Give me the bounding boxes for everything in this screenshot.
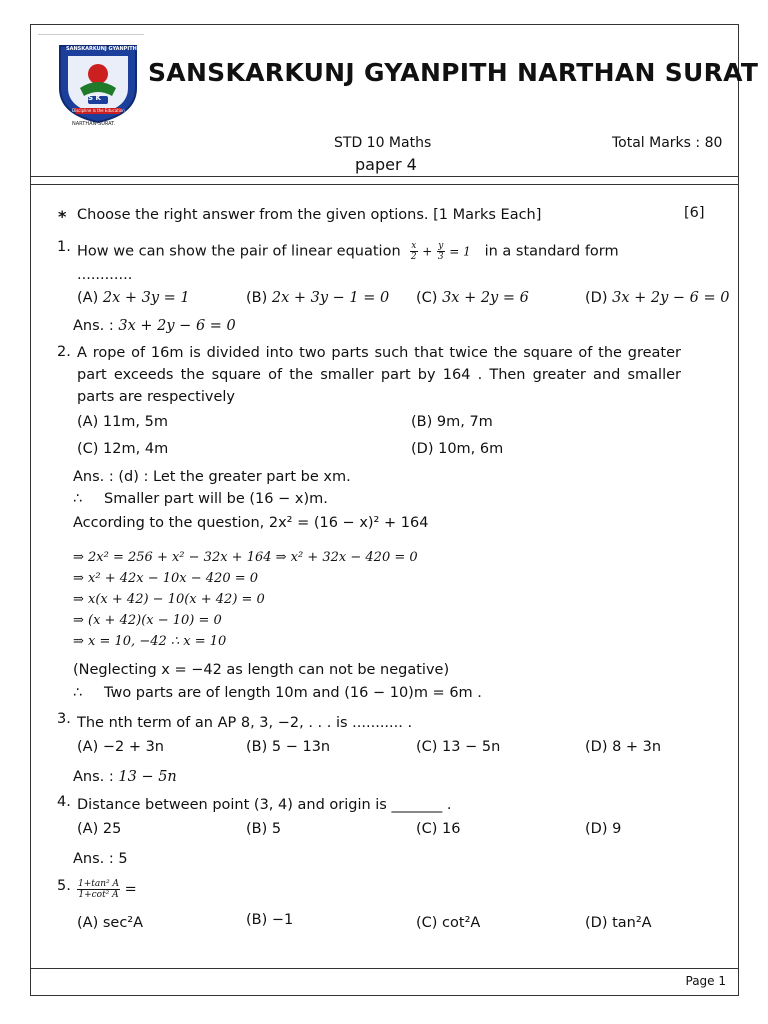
q2-step-4: ⇒ (x + 42)(x − 10) = 0 — [73, 613, 222, 628]
school-logo — [50, 38, 146, 130]
q1-text-b: in a standard form — [484, 243, 619, 260]
q3-option-b: (B) 5 − 13n — [246, 739, 331, 755]
q2-option-a: (A) 11m, 5m — [77, 414, 168, 430]
logo-motto: Discipline is the Education — [72, 108, 125, 113]
q1-option-a: (A) 2x + 3y = 1 — [77, 290, 190, 306]
q2-final: Two parts are of length 10m and (16 − 10)m = 6m . — [104, 685, 482, 701]
section-star-icon: * — [58, 207, 67, 226]
total-marks: Total Marks : 80 — [612, 135, 723, 151]
q1-answer: Ans. : 3x + 2y − 6 = 0 — [73, 318, 236, 334]
q5-fraction: $\frac{\text{1+tan² A}}{\text{1+cot² A}}$ — [78, 879, 120, 900]
q4-option-b: (B) 5 — [246, 821, 282, 837]
q4-option-a: (A) 25 — [77, 821, 122, 837]
q1-eq: = 1 — [449, 244, 471, 259]
q1-option-d: (D) 3x + 2y − 6 = 0 — [585, 290, 730, 306]
q2-neglect-note: (Neglecting x = −42 as length can not be negative) — [73, 662, 450, 678]
q1-text-a: How we can show the pair of linear equation — [77, 243, 401, 260]
q1-option-b: (B) 2x + 3y − 1 = 0 — [246, 290, 390, 306]
q2-answer: Ans. : (d) : Let the greater part be xm. — [73, 469, 351, 485]
q4-number: 4. — [57, 794, 71, 810]
q3-answer: Ans. : 13 − 5n — [73, 769, 177, 785]
q3-number: 3. — [57, 711, 71, 727]
q4-option-c: (C) 16 — [416, 821, 461, 837]
q3-option-a: (A) −2 + 3n — [77, 739, 164, 755]
q2-step-2: ⇒ x² + 42x − 10x − 420 = 0 — [73, 571, 259, 586]
q5-option-c: (C) cot²A — [416, 915, 481, 931]
standard-subject: STD 10 Maths — [334, 135, 432, 151]
page-number: Page 1 — [685, 974, 726, 988]
footer-divider — [30, 968, 739, 969]
logo-place: NARTHAN-SURAT. — [72, 121, 116, 127]
q1-option-c: (C) 3x + 2y = 6 — [416, 290, 529, 306]
section-instruction: Choose the right answer from the given options. [1 Marks Each] — [77, 207, 542, 223]
q2-therefore-icon: ∴ — [73, 491, 83, 507]
section-marks: [6] — [684, 205, 705, 221]
q2-line-1: A rope of 16m is divided into two parts such that twice the square of the greater — [77, 345, 681, 361]
school-name: SANSKARKUNJ GYANPITH NARTHAN SURAT — [148, 58, 759, 87]
q2-option-b: (B) 9m, 7m — [411, 414, 493, 430]
header-divider-lower — [30, 184, 739, 185]
q1-fraction-y: $\frac{y}{3}$ — [437, 241, 444, 262]
q5-option-b: (B) −1 — [246, 912, 294, 928]
q1-dots: ............ — [77, 267, 133, 283]
q2-line-2: part exceeds the square of the smaller part by 164 . Then greater and smaller — [77, 367, 681, 383]
q3-text: The nth term of an AP 8, 3, −2, . . . is ........... . — [77, 715, 413, 731]
q2-option-d: (D) 10m, 6m — [411, 441, 504, 457]
q5-number: 5. — [57, 878, 71, 894]
q2-therefore-icon-2: ∴ — [73, 685, 83, 701]
q3-option-d: (D) 8 + 3n — [585, 739, 662, 755]
q4-text: Distance between point (3, 4) and origin is _______ . — [77, 797, 452, 813]
q1-fraction-x: $\frac{x}{2}$ — [410, 241, 417, 262]
q5-option-d: (D) tan²A — [585, 915, 652, 931]
q2-solution-2: According to the question, 2x² = (16 − x)² + 164 — [73, 515, 429, 531]
q2-solution-1: Smaller part will be (16 − x)m. — [104, 491, 328, 507]
q1-number: 1. — [57, 239, 71, 255]
logo-top-rule — [38, 34, 144, 35]
q5-option-a: (A) sec²A — [77, 915, 144, 931]
q2-step-3: ⇒ x(x + 42) − 10(x + 42) = 0 — [73, 592, 265, 607]
q2-option-c: (C) 12m, 4m — [77, 441, 169, 457]
q4-option-d: (D) 9 — [585, 821, 622, 837]
q3-option-c: (C) 13 − 5n — [416, 739, 501, 755]
paper-number: paper 4 — [355, 155, 417, 174]
q2-step-5: ⇒ x = 10, −42 ∴ x = 10 — [73, 634, 227, 649]
logo-badge: S K — [88, 94, 101, 102]
q2-number: 2. — [57, 344, 71, 360]
header-divider — [30, 176, 739, 177]
q4-answer: Ans. : 5 — [73, 851, 128, 867]
q5-expression: $\frac{\text{1+tan² A}}{\text{1+cot² A}}$ = — [78, 879, 137, 900]
q1-text: How we can show the pair of linear equation $\frac{x}{2}$ + $\frac{y}{3}$ = 1 in a standard form — [77, 241, 619, 262]
q2-line-3: parts are respectively — [77, 389, 235, 405]
logo-ring-text: SANSKARKUNJ GYANPITH — [66, 46, 137, 52]
q2-step-1: ⇒ 2x² = 256 + x² − 32x + 164 ⇒ x² + 32x − 420 = 0 — [73, 550, 418, 565]
